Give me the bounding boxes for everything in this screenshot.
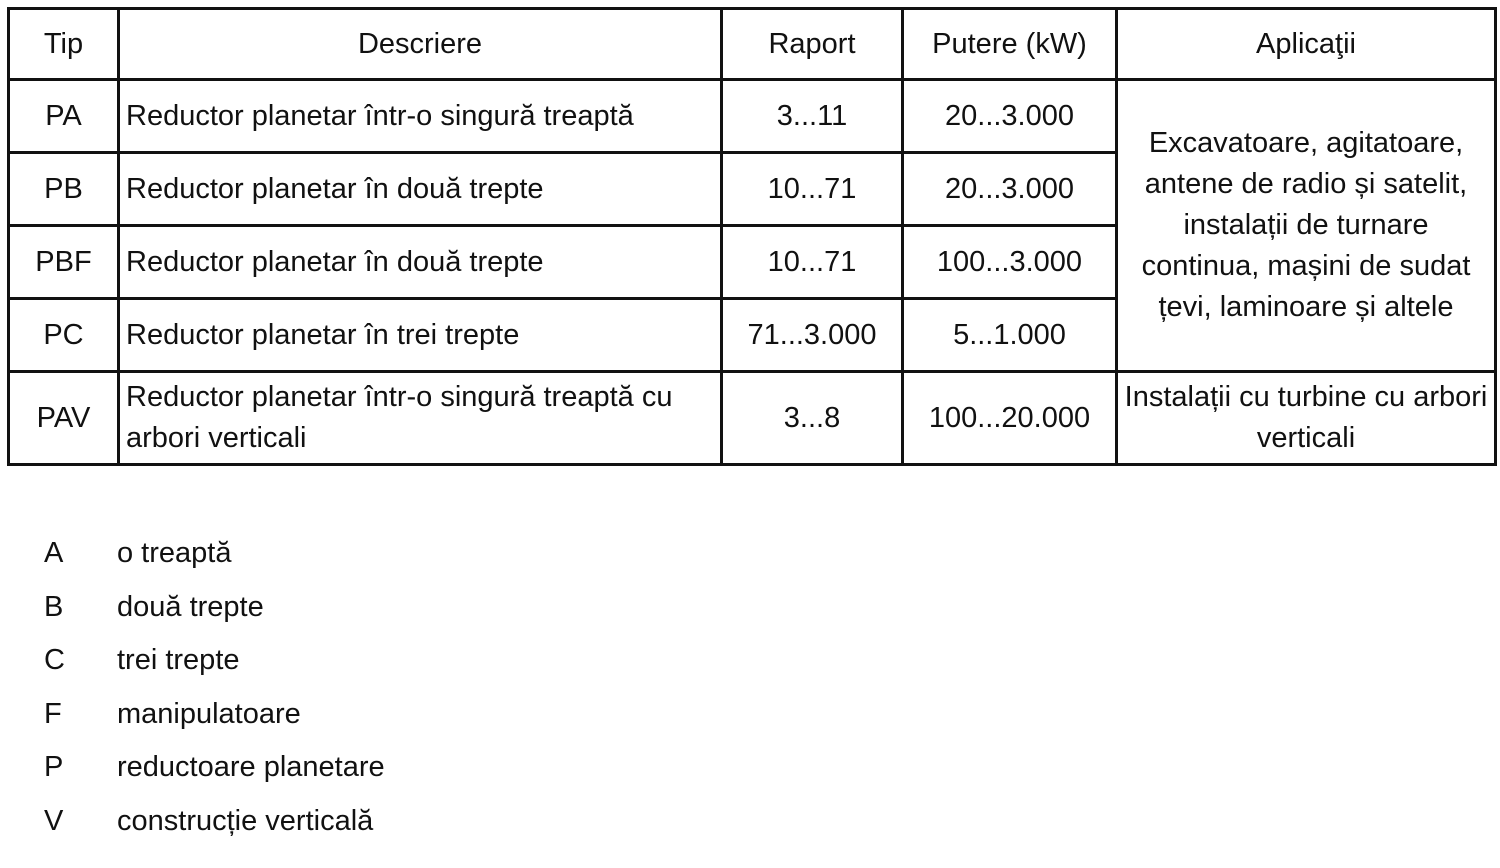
cell-tip: PBF: [9, 226, 119, 299]
legend-description: construcție verticală: [117, 804, 374, 837]
legend-description: trei trepte: [117, 644, 240, 677]
cell-aplicatii-group-2: Instalații cu turbine cu arbori verticali: [1117, 372, 1496, 465]
cell-raport: 3...11: [722, 80, 903, 153]
cell-tip: PAV: [9, 372, 119, 465]
cell-aplicatii-group-1: Excavatoare, agitatoare, antene de radio și satelit, instalații de turnare continua, mașini de sudat țevi, laminoare și altele: [1117, 80, 1496, 372]
legend-key: F: [44, 697, 62, 730]
legend-description: reductoare planetare: [117, 751, 385, 784]
legend-key: C: [44, 644, 65, 677]
cell-raport: 10...71: [722, 153, 903, 226]
table-row: [9, 80, 1496, 153]
legend-description: o treaptă: [117, 537, 232, 569]
table-header-row: [9, 9, 1496, 80]
cell-descriere: Reductor planetar într-o singură treaptă: [119, 80, 722, 153]
cell-tip: PA: [9, 80, 119, 153]
cell-descriere: Reductor planetar într-o singură treaptă cu arbori verticali: [119, 372, 722, 465]
legend-key: P: [44, 751, 64, 784]
cell-tip: PB: [9, 153, 119, 226]
legend-key: B: [44, 590, 64, 623]
reducer-spec-table: [7, 7, 1497, 466]
cell-putere: 100...20.000: [903, 372, 1117, 465]
cell-descriere: Reductor planetar în două trepte: [119, 226, 722, 299]
legend-description: două trepte: [117, 590, 264, 623]
cell-putere: 20...3.000: [903, 153, 1117, 226]
cell-descriere: Reductor planetar în trei trepte: [119, 299, 722, 372]
legend-description: manipulatoare: [117, 697, 301, 730]
table-row: [9, 372, 1496, 465]
legend-key: V: [44, 804, 64, 837]
cell-descriere: Reductor planetar în două trepte: [119, 153, 722, 226]
cell-raport: 10...71: [722, 226, 903, 299]
header-tip: Tip: [9, 9, 119, 80]
cell-putere: 20...3.000: [903, 80, 1117, 153]
cell-putere: 100...3.000: [903, 226, 1117, 299]
header-raport: Raport: [722, 9, 903, 80]
cell-raport: 3...8: [722, 372, 903, 465]
cell-raport: 71...3.000: [722, 299, 903, 372]
cell-putere: 5...1.000: [903, 299, 1117, 372]
cell-tip: PC: [9, 299, 119, 372]
header-putere: Putere (kW): [903, 9, 1117, 80]
header-descriere: Descriere: [119, 9, 722, 80]
legend-key: A: [44, 537, 64, 569]
header-aplicatii: Aplicaţii: [1117, 9, 1496, 80]
